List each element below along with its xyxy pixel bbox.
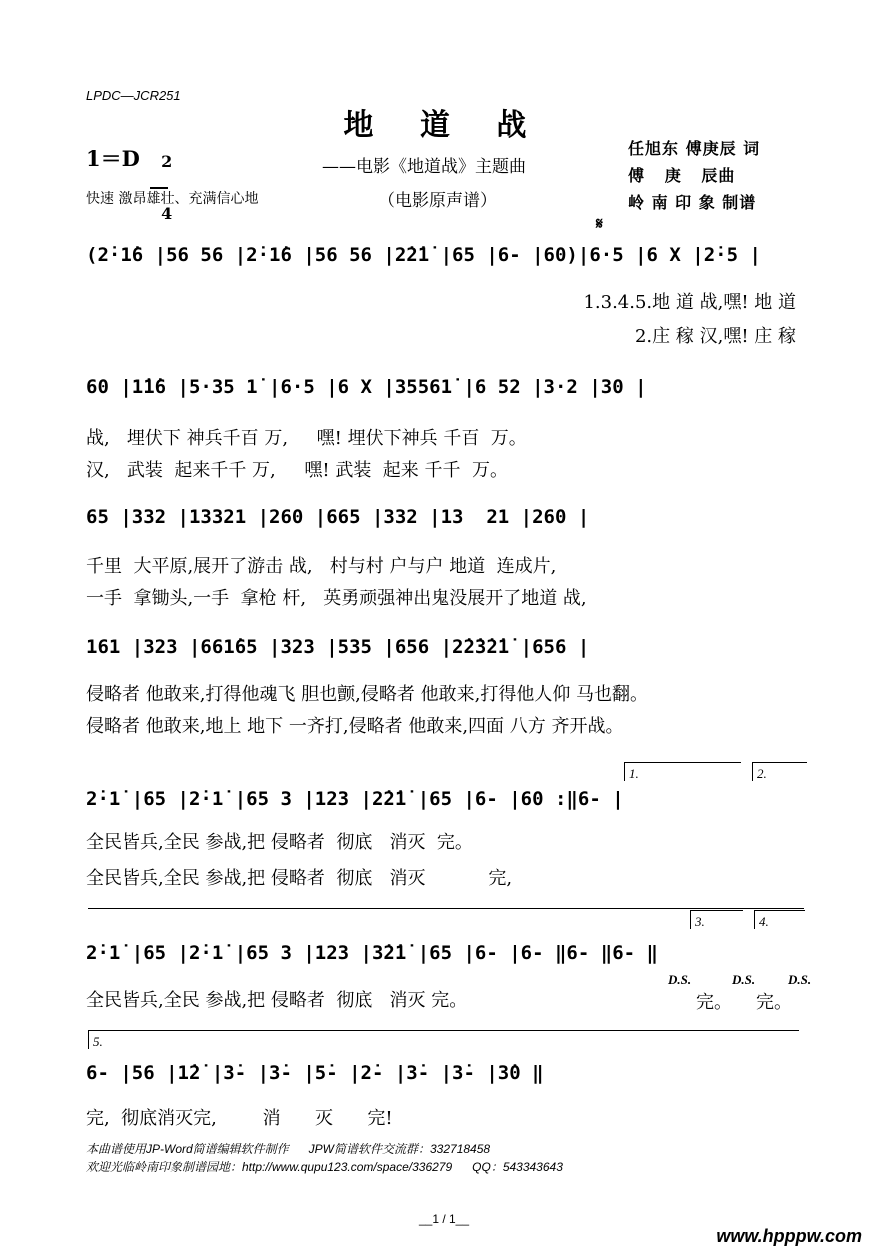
ds-marking-2: D.S.: [732, 972, 756, 987]
notation-row-2: 60 |1̇1̇6 |5·35 1̇ |6·5 |6 X |35561̇ |6 52 |3·2 |30 |: [86, 376, 647, 398]
lyric-row-6-verse-1: 全民皆兵,全民 参战,把 侵略者 彻底 消灭 完。: [86, 990, 468, 1011]
volta-bracket-5: 5.: [88, 1030, 799, 1049]
credit-composer: 傅 庚 辰曲: [628, 166, 736, 185]
ds-marking-1: D.S.: [668, 972, 692, 987]
credit-arranger: 岭 南 印 象 制谱: [628, 193, 757, 212]
system-line-6: [88, 908, 804, 909]
volta-bracket-3: 3.: [690, 910, 743, 929]
lyric-row-6-ending-3: 完。: [696, 992, 732, 1013]
volta-bracket-4: 4.: [754, 910, 805, 929]
volta-bracket-1: 1.: [624, 762, 741, 781]
lyric-row-5-verse-1: 全民皆兵,全民 参战,把 侵略者 彻底 消灭 完。: [86, 832, 473, 853]
lyric-row-5-verse-2: 全民皆兵,全民 参战,把 侵略者 彻底 消灭 完,: [86, 868, 513, 889]
footer-software-note: 本曲谱使用JP-Word简谱编辑软件制作 JPW简谱软件交流群：332718458: [86, 1142, 491, 1156]
time-bottom: 4: [161, 204, 173, 223]
lyric-row-3-verse-1: 千里 大平原,展开了游击 战, 村与村 户与户 地道 连成片,: [86, 556, 557, 577]
source-note: （电影原声谱）: [378, 191, 497, 211]
ds-marking-3: D.S.: [788, 972, 812, 987]
notation-row-4: 161 |323 |661̇65 |323 |535 |656 |2̇2̇3̇2̇1̇ |656 |: [86, 636, 590, 658]
subtitle: ——电影《地道战》主题曲: [322, 157, 526, 177]
lyric-row-1-verse-2: 2.庄 稼 汉,嘿! 庄 稼: [634, 326, 796, 347]
time-top: 2: [161, 152, 173, 171]
tempo-marking: 快速 激昂雄壮、充满信心地: [86, 191, 259, 207]
lyric-row-3-verse-2: 一手 拿锄头,一手 拿枪 杆, 英勇顽强神出鬼没展开了地道 战,: [86, 588, 587, 609]
notation-row-1: (2̇·1̇6 |56 56 |2̇·1̇6 |56 56 |2̇2̇1̇ |65 |6- |60)|6·5 |6 X |2̇·5 |: [86, 244, 761, 266]
time-signature: [150, 138, 173, 223]
lyric-row-2-verse-2: 汉, 武装 起来千千 万, 嘿! 武装 起来 千千 万。: [86, 460, 508, 481]
lyric-row-6-ending-4: 完。: [756, 992, 792, 1013]
notation-row-7: 6- |56 |1̇2̇ |3̇- |3̇- |5̇- |2̇- |3̇- |3̇- |3̇0 ‖: [86, 1062, 544, 1084]
footer-website-note: 欢迎光临岭南印象制谱园地：http://www.qupu123.com/space/336279 QQ：543343643: [86, 1160, 563, 1174]
notation-row-5: 2̇·1̇ |65 |2̇·1̇ |65 3 |123 |2̇2̇1̇ |65 |6- |60 :‖6- |: [86, 788, 624, 810]
key-signature: 1＝D: [86, 146, 140, 171]
segno-sign: 𝄋: [596, 214, 603, 233]
lyric-row-7: 完, 彻底消灭完, 消 灭 完!: [86, 1108, 393, 1129]
lyric-row-4-verse-1: 侵略者 他敢来,打得他魂飞 胆也颤,侵略者 他敢来,打得他人仰 马也翻。: [86, 684, 649, 705]
notation-row-6: 2̇·1̇ |65 |2̇·1̇ |65 3 |123 |3̇2̇1̇ |65 |6- |6- ‖6- ‖6- ‖: [86, 942, 658, 964]
lyric-row-4-verse-2: 侵略者 他敢来,地上 地下 一齐打,侵略者 他敢来,四面 八方 齐开战。: [86, 716, 624, 737]
notation-row-3: 65 |332 |13321 |260 |665 |332 |13 21 |260 |: [86, 506, 590, 528]
song-title: 地 道 战: [343, 108, 545, 143]
score-code: LPDC—JCR251: [86, 88, 181, 103]
lyric-row-2-verse-1: 战, 埋伏下 神兵千百 万, 嘿! 埋伏下神兵 千百 万。: [86, 428, 527, 449]
page-number: __1 / 1__: [418, 1212, 470, 1226]
site-watermark: www.hpppw.com: [716, 1226, 862, 1246]
lyric-row-1-verse-1: 1.3.4.5.地 道 战,嘿! 地 道: [583, 292, 796, 313]
volta-bracket-2: 2.: [752, 762, 807, 781]
credit-lyricist: 任旭东 傅庚辰 词: [628, 139, 761, 158]
